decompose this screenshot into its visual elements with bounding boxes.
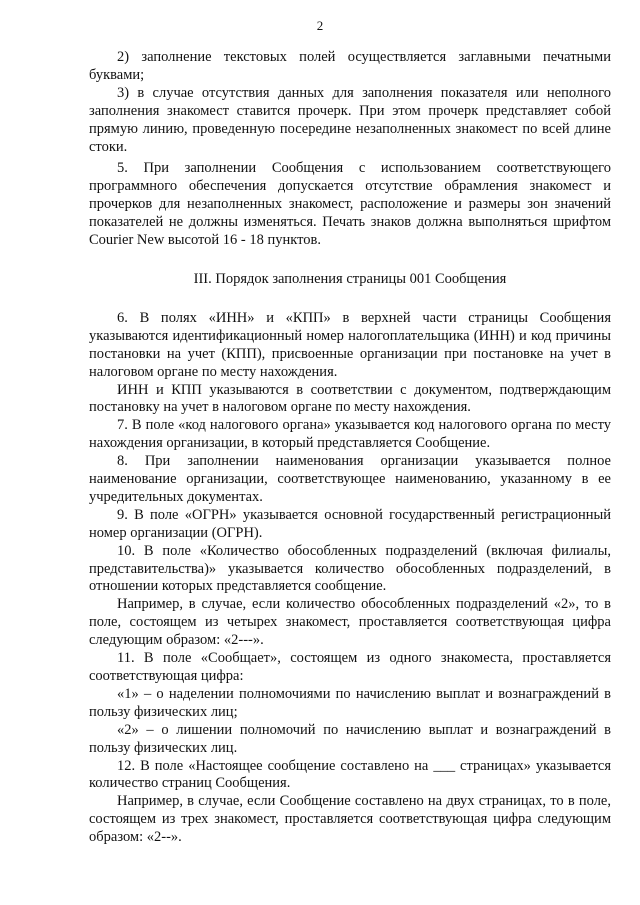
- paragraph-10: 10. В поле «Количество обособленных подразделений (включая филиалы, представительства)» указывается количество обособленных подразделений, в отношении которых представляется сообщение.: [89, 542, 611, 595]
- paragraph-12: 12. В поле «Настоящее сообщение составлено на ___ страницах» указывается количество страниц Сообщения.: [89, 757, 611, 792]
- paragraph-10-example: Например, в случае, если количество обособленных подразделений «2», то в поле, состоящем из четырех знакомест, проставляется соответствующая цифра следующим образом: «2---».: [89, 596, 611, 649]
- paragraph-11-option-1: «1» – о наделении полномочиями по начислению выплат и вознаграждений в пользу физических лиц;: [89, 685, 611, 720]
- document-body: [89, 49, 611, 847]
- paragraph-11-option-2: «2» – о лишении полномочий по начислению выплат и вознаграждений в пользу физических лиц.: [89, 721, 611, 756]
- paragraph-7: 7. В поле «код налогового органа» указывается код налогового органа по месту нахождения организации, в который представляется Сообщение.: [89, 417, 611, 452]
- paragraph-8: 8. При заполнении наименования организации указывается полное наименование организации, соответствующее наименованию, указанному в ее учредительных документах.: [89, 453, 611, 505]
- paragraph-12-example: Например, в случае, если Сообщение составлено на двух страницах, то в поле, состоящем из трех знакомест, проставляется соответствующая цифра следующим образом: «2--».: [89, 793, 611, 846]
- intro-paragraph-5: 5. При заполнении Сообщения с использованием соответствующего программного обеспечения допускается отсутствие обрамления знакомест и прочерков для незаполненных знакомест, расположение и размеры зон значений показателей не должны изменяться. Печать знаков должна выполняться шрифтом Courier New высотой 16 - 18 пунктов.: [89, 160, 611, 249]
- section-heading: III. Порядок заполнения страницы 001 Сообщения: [193, 270, 507, 287]
- intro-paragraph-item-2: 2) заполнение текстовых полей осуществляется заглавными печатными буквами;: [89, 49, 611, 83]
- intro-paragraph-item-3: 3) в случае отсутствия данных для заполнения показателя или неполного заполнения знакомест ставится прочерк. При этом прочерк представляет собой прямую линию, проведенную посередине незаполненных знакомест по всей длине стоки.: [89, 84, 611, 155]
- paragraph-6: 6. В полях «ИНН» и «КПП» в верхней части страницы Сообщения указываются идентификационный номер налогоплательщика (ИНН) и код причины постановки на учет (КПП), присвоенные организации при постановке на учет в налоговом органе по месту нахождения.: [89, 309, 611, 380]
- paragraph-9: 9. В поле «ОГРН» указывается основной государственный регистрационный номер организации (ОГРН).: [89, 506, 611, 541]
- page-number: 2: [316, 18, 324, 33]
- paragraph-11: 11. В поле «Сообщает», состоящем из одного знакоместа, проставляется соответствующая цифра:: [89, 650, 611, 684]
- paragraph-6-inn-kpp: ИНН и КПП указываются в соответствии с документом, подтверждающим постановку на учет в налоговом органе по месту нахождения.: [89, 381, 611, 416]
